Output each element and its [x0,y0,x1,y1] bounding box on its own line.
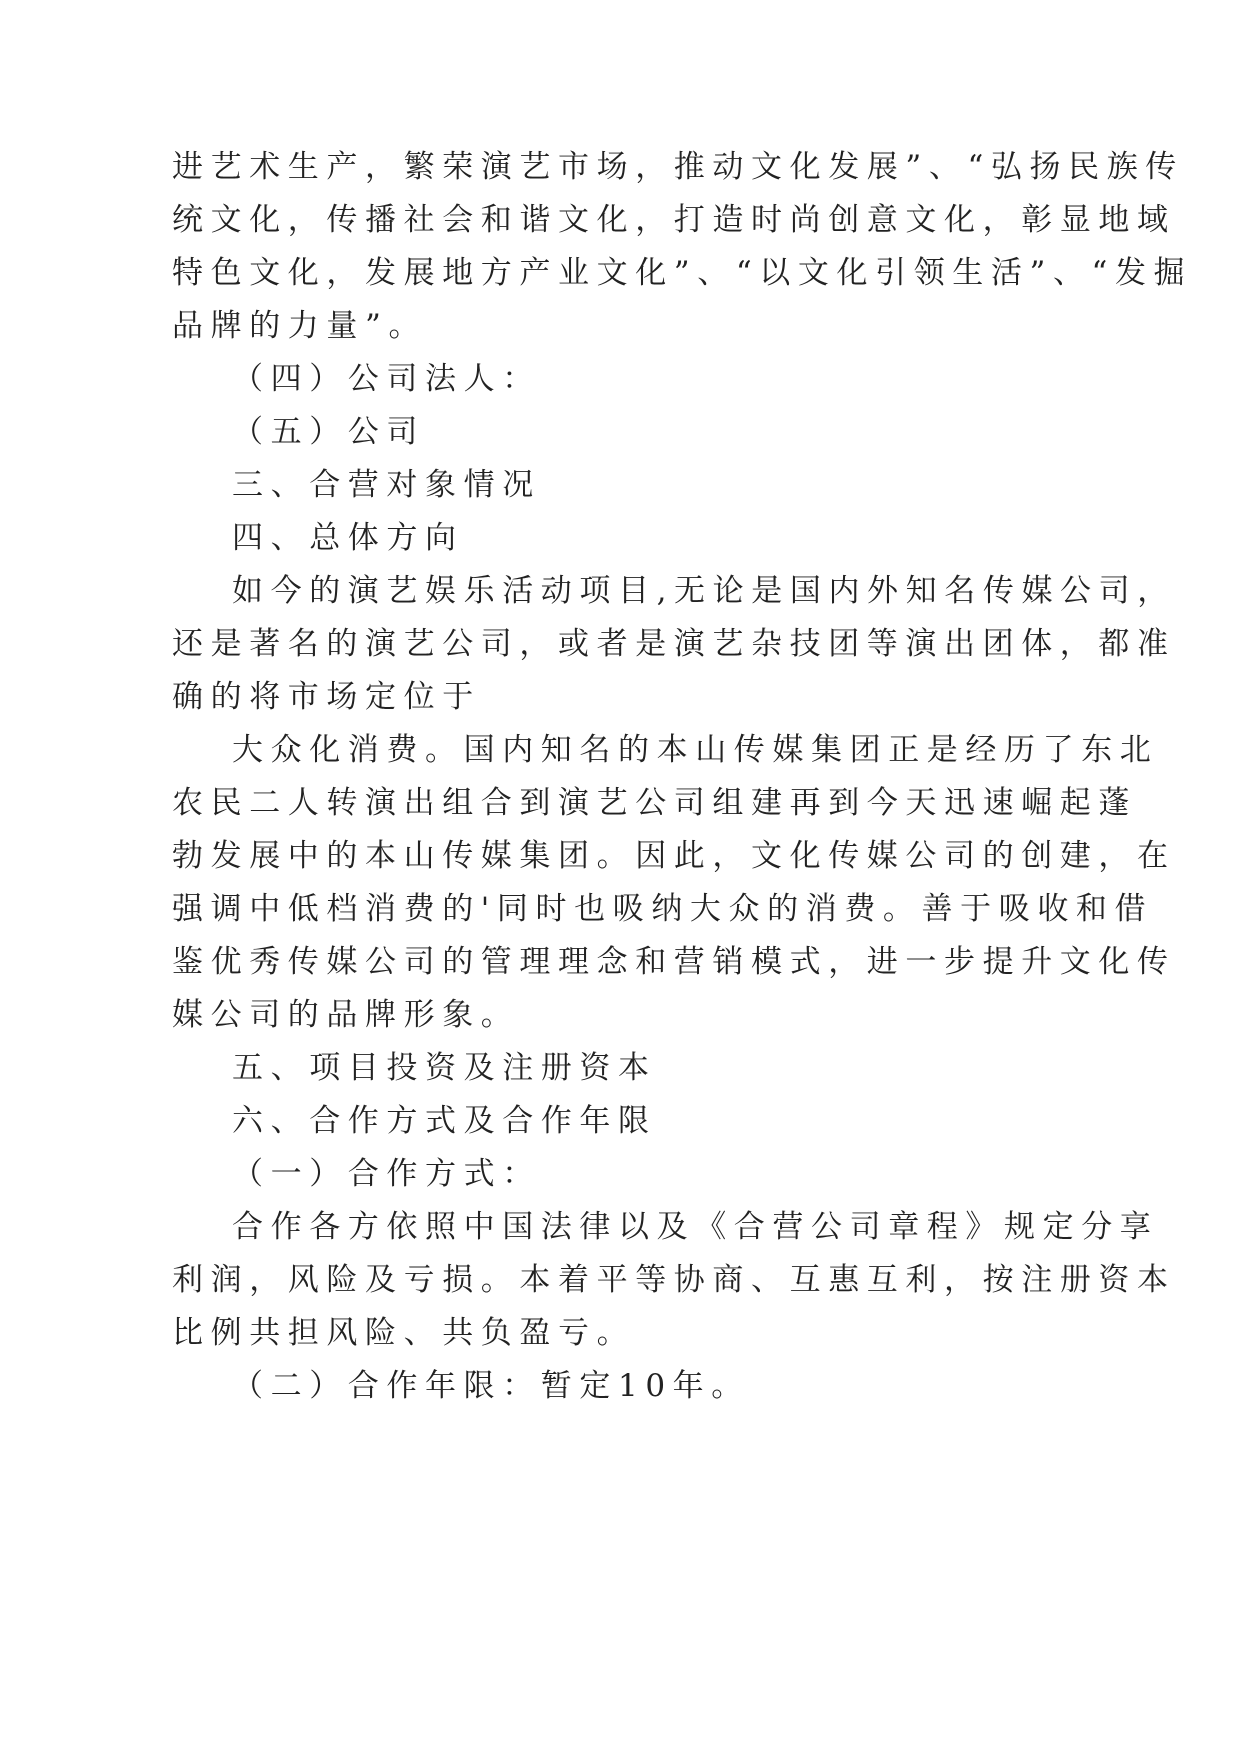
paragraph-line: 大众化消费。国内知名的本山传媒集团正是经历了东北 [232,732,1159,768]
paragraph-line: 利润，风险及亏损。本着平等协商、互惠互利，按注册资本 [172,1262,1176,1298]
paragraph-line: 如今的演艺娱乐活动项目,无论是国内外知名传媒公司， [232,573,1176,609]
paragraph-line: 比例共担风险、共负盈亏。 [172,1315,636,1351]
paragraph-line: 强调中低档消费的'同时也吸纳大众的消费。善于吸收和借 [172,891,1154,927]
paragraph-line: 鉴优秀传媒公司的管理理念和营销模式，进一步提升文化传 [172,944,1176,980]
paragraph-line: 统文化，传播社会和谐文化，打造时尚创意文化，彰显地域 [172,202,1176,238]
paragraph-line: 特色文化，发展地方产业文化”、“以文化引领生活”、“发掘 [172,255,1193,291]
paragraph-line: 确的将市场定位于 [172,679,481,715]
subsection-heading: （一）合作方式： [232,1156,541,1192]
section-heading: 四、总体方向 [232,520,464,556]
subsection-heading: （五）公司 [232,414,425,450]
paragraph-line: 媒公司的品牌形象。 [172,997,520,1033]
section-heading: 五、项目投资及注册资本 [232,1050,657,1086]
paragraph-line: 农民二人转演出组合到演艺公司组建再到今天迅速崛起蓬 [172,785,1137,821]
paragraph-line: 还是著名的演艺公司，或者是演艺杂技团等演出团体，都准 [172,626,1176,662]
subsection-heading: （四）公司法人： [232,361,541,397]
section-heading: 六、合作方式及合作年限 [232,1103,657,1139]
paragraph-line: 进艺术生产，繁荣演艺市场，推动文化发展”、“弘扬民族传 [172,149,1184,185]
paragraph-line: 勃发展中的本山传媒集团。因此，文化传媒公司的创建，在 [172,838,1176,874]
section-heading: 三、合营对象情况 [232,467,541,503]
subsection-heading: （二）合作年限：暂定10年。 [232,1368,750,1404]
paragraph-line: 品牌的力量”。 [172,308,428,344]
paragraph-line: 合作各方依照中国法律以及《合营公司章程》规定分享 [232,1209,1159,1245]
